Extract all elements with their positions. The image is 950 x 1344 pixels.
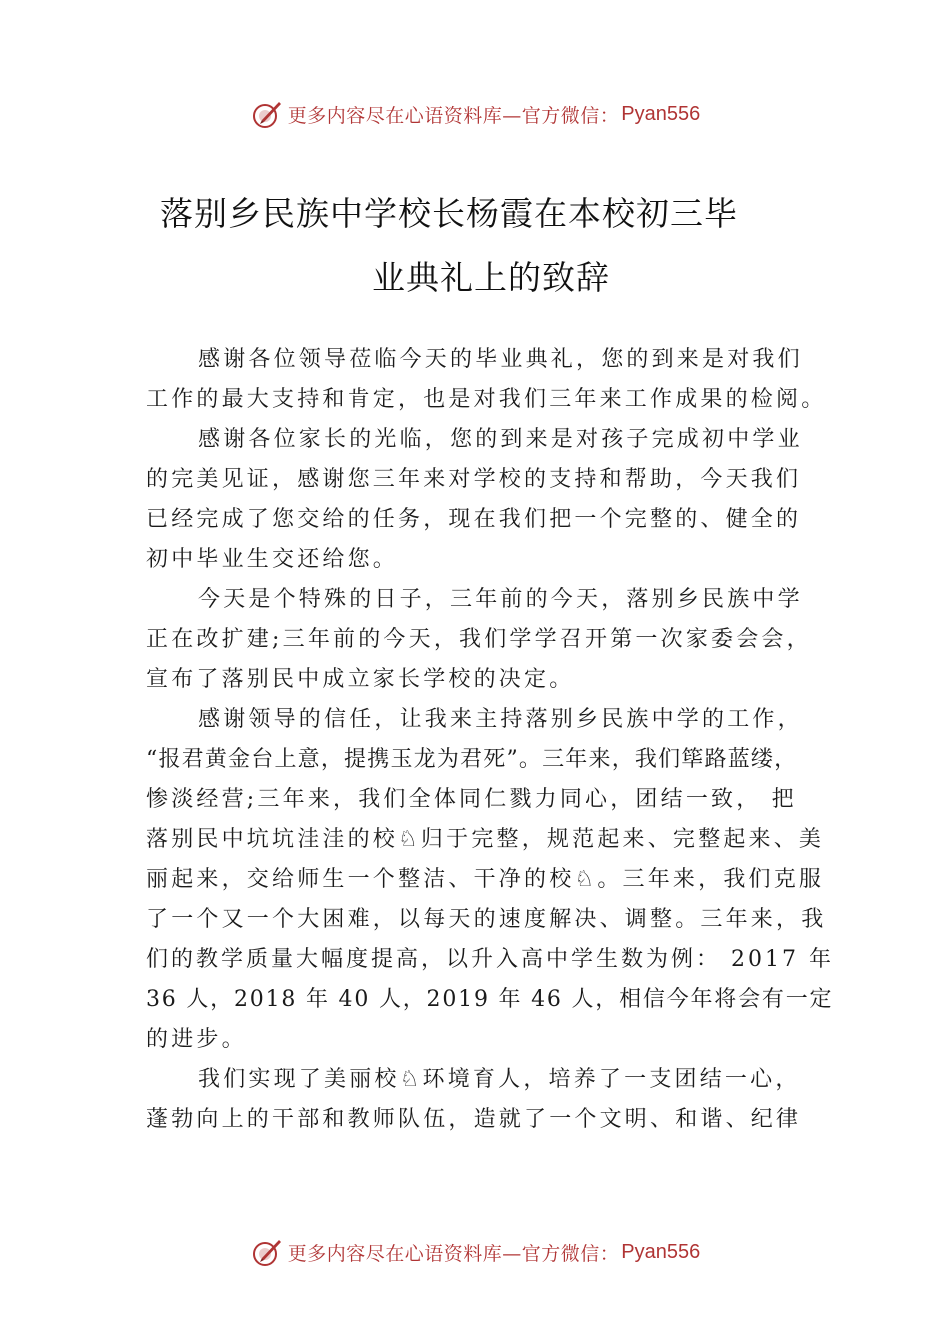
text-line: 我们实现了美丽校♘环境育人，培养了一支团结一心，: [198, 1067, 801, 1092]
text-line: 蓬勃向上的干部和教师队伍，造就了一个文明、和谐、纪律: [146, 1107, 802, 1132]
document-body: [146, 340, 834, 1140]
header-banner: [0, 94, 950, 134]
text-line: 初中毕业生交还给您。: [146, 547, 399, 572]
wechat-id: Pyan556: [621, 102, 701, 125]
document-title: [0, 182, 950, 310]
banner-text: 更多内容尽在心语资料库—官方微信：: [287, 104, 620, 127]
text-line: 了一个又一个大困难，以每天的速度解决、调整。三年来，我: [146, 907, 827, 932]
paragraph-5: [146, 1060, 834, 1140]
text-line: 惨淡经营;三年来，我们全体同仁戮力同心，团结一致， 把: [146, 787, 797, 812]
paragraph-2: [146, 420, 834, 580]
text-line: 感谢领导的信任，让我来主持落别乡民族中学的工作，: [198, 707, 803, 732]
text-line: 正在改扩建;三年前的今天，我们学学召开第一次家委会会，: [146, 627, 812, 652]
title-line-2: 业典礼上的致辞: [372, 258, 610, 297]
footer-banner: [0, 1232, 950, 1272]
text-line: 的完美见证，感谢您三年来对学校的支持和帮助，今天我们: [146, 467, 802, 492]
text-line: 工作的最大支持和肯定，也是对我们三年来工作成果的检阅。: [146, 387, 827, 412]
title-line-1: 落别乡民族中学校长杨霞在本校初三毕: [160, 194, 738, 233]
pen-logo-icon: [250, 1235, 284, 1269]
text-line: 已经完成了您交给的任务，现在我们把一个完整的、健全的: [146, 507, 802, 532]
text-line: 感谢各位领导莅临今天的毕业典礼，您的到来是对我们: [198, 347, 803, 372]
banner-text: 更多内容尽在心语资料库—官方微信：: [287, 1242, 620, 1265]
text-line: 的进步。: [146, 1027, 247, 1052]
text-line: 们的教学质量大幅度提高，以升入高中学生数为例： 2017 年: [146, 947, 834, 972]
paragraph-1: [146, 340, 834, 420]
text-line: 36 人，2018 年 40 人，2019 年 46 人，相信今年将会有一定: [146, 987, 834, 1012]
wechat-id: Pyan556: [621, 1240, 701, 1263]
text-line: 今天是个特殊的日子，三年前的今天，落别乡民族中学: [198, 587, 803, 612]
text-line: 丽起来，交给师生一个整洁、干净的校♘。三年来，我们克服: [146, 867, 825, 892]
text-line: “报君黄金台上意，提携玉龙为君死”。三年来，我们筚路蓝缕，: [146, 747, 798, 772]
text-line: 感谢各位家长的光临，您的到来是对孩子完成初中学业: [198, 427, 803, 452]
paragraph-3: [146, 580, 834, 700]
text-line: 落别民中坑坑洼洼的校♘归于完整，规范起来、完整起来、美: [146, 827, 825, 852]
text-line: 宣布了落别民中成立家长学校的决定。: [146, 667, 575, 692]
paragraph-4: [146, 700, 834, 1060]
pen-logo-icon: [250, 97, 284, 131]
